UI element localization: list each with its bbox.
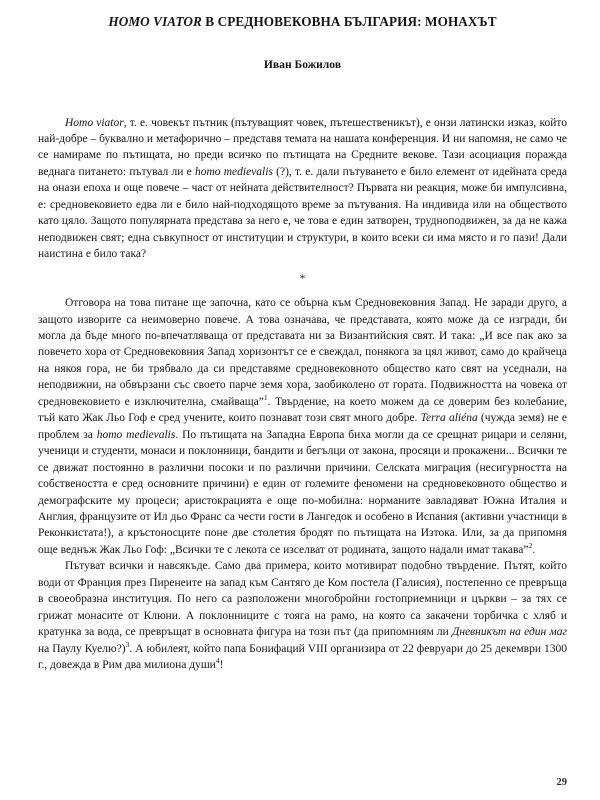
- page-number: 29: [556, 777, 567, 788]
- text-run: !: [219, 659, 224, 672]
- text-run: Отговора на това питане ще започна, като се обърна към Средновековния Запад. Не заради друго, а защото изворите са неимоверно повече. А това означава, че представата, която може да се изгради, би могла да бъде много по-впечатляваща от представата ни за Византийския свят. И така: „И все пак ако за повечето хора от Средновековния Запад хоризонтът се е свеждал, понякога за цял живот, само до крайчеца на някоя гора, не би трябвало да си представяме средновековното общество като свят на уседнали, на неподвижни, на обвързани със своето парче земя хора, заобиколено от гората. Подвижността на човека от средновековието е изключителна, смайваща”: [38, 297, 567, 408]
- section-separator: *: [299, 272, 306, 285]
- footnote-reference[interactable]: 3: [125, 639, 130, 649]
- title-remainder: В СРЕДНОВЕКОВНА БЪЛГАРИЯ: МОНАХЪТ: [201, 14, 497, 29]
- title-latin-term: HOMO VIATOR: [108, 14, 202, 29]
- footnote-reference[interactable]: 4: [215, 656, 220, 666]
- italic-term: Homo viator: [65, 116, 124, 129]
- page-title: [38, 14, 567, 31]
- body-paragraph: [38, 295, 567, 558]
- text-run: . По пътищата на Западна Европа биха могли да се срещнат рицари и селяни, ученици и студенти, монаси и поклонници, бандити и бегълци от закона, просяци и прокажени... Всички те се движат постоянно в различни посоки и по различни причини. Селската миграция (несигурността на собствеността е сред основните причини) е един от големите феномени на средновековното общество и демографските му процеси; аристокрацията е още по-мобилна: норманите завладяват Южна Италия и Англия, французите от Ил дьо Франс са чести гости в Лангедок и особено в Испания (активни участници в Реконкистата!), а кръстоносците поне две столетия бродят по пътищата на Изтока. Или, за да припомня още веднъж Жак Льо Гоф: „Всички те с лекота се изселват от родината, защото надали имат такава”: [38, 428, 567, 556]
- body-paragraph: [38, 558, 567, 673]
- author-name: Иван Божилов: [263, 57, 342, 71]
- text-run: . А юбилеят, който папа Бонифаций VIII организира от 22 февруари до 25 декември 1300 г., довежда в Рим два милиона души: [38, 642, 567, 672]
- italic-term: homo medievalis: [194, 165, 273, 178]
- footnote-reference[interactable]: 2: [528, 541, 533, 551]
- footnote-reference[interactable]: 1: [263, 392, 268, 402]
- italic-term: Дневникът на един маг: [452, 626, 568, 639]
- italic-term: Terra aliéna: [420, 412, 478, 425]
- text-run: , т. е. човекът пътник (пътуващият човек, пътешественикът), е онзи латински изказ, който най-добре – буквално и метафорично – представя темата на нашата конференция. И ни напомня, не само че се намираме по пътищата, но преди всичко по пътищата на Средните векове. Тази асоциация поражда веднага питането: пътувал ли е: [38, 116, 567, 178]
- article-body: [38, 115, 567, 674]
- text-run: Пътуват всички и навсякъде. Само два примера, които мотивират подобно твърдение. Пътят, който води от Франция през Пиренеите на запад към Сантяго де Ком постела (Галисия), постепенно се превръща в своеобразна институция. По него са разположени многобройни гостоприемници и църкви – за тях се грижат монасите от Клюни. А поклонниците с тояга на рамо, на която са закачени торбичка с хляб и кратунка за вода, се превръщат в основната фигура на този път (да припомниям ли: [38, 560, 567, 639]
- text-run: на Паулу Куелю?): [38, 642, 126, 655]
- italic-term: homo medievalis: [96, 428, 176, 441]
- body-paragraph: [38, 115, 567, 263]
- text-run: . Твърдение, на което можем да се доверим без колебание, тъй като Жак Льо Гоф е сред учените, които познават този свят много добре.: [38, 395, 567, 425]
- text-run: .: [532, 543, 536, 556]
- text-run: (?), т. е. дали пътуването е било елемент от идейната среда на онази епоха и още повече – част от нейната действителност? Първата ни реакция, може би импулсивна, е: средновековието едва ли е било най-подходящото време за пътувания. На индивида или на обществото като цяло. Защото популярната представа за него е, че това е един затворен, трудноподвижен, за да не кажа неподвижен свят; една съвкупност от институции и структури, в които всеки си има място и го пази! Дали наистина е било така?: [38, 165, 567, 261]
- text-run: (чужда земя) не е проблем за: [38, 412, 568, 441]
